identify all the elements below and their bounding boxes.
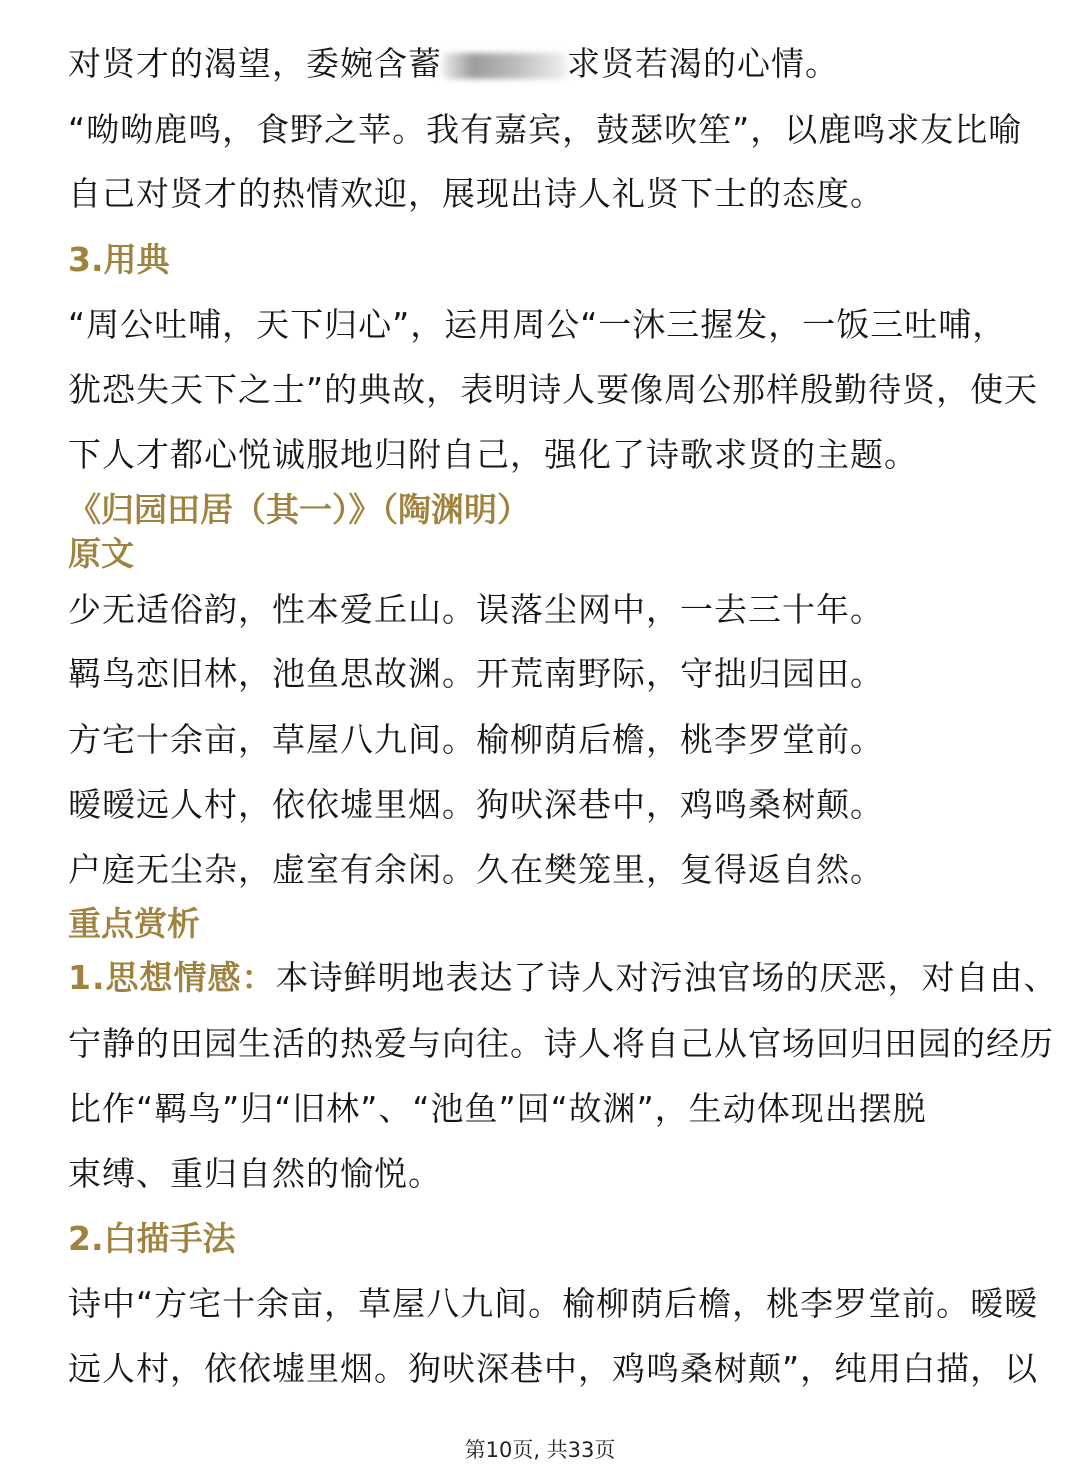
section3-line2: 犹恐失天下之士”的典故，表明诗人要像周公那样殷勤待贤，使天 xyxy=(68,370,1039,409)
para1-line1-before: 对贤才的渴望，委婉含蓄 xyxy=(68,44,442,83)
analysis-point1-line4: 束缚、重归自然的愉悦。 xyxy=(68,1154,442,1193)
analysis-point1-line3: 比作“羁鸟”归“旧林”、“池鱼”回“故渊”，生动体现出摆脱 xyxy=(68,1089,927,1128)
analysis-point2-line1: 诗中“方宅十余亩，草屋八九间。榆柳荫后檐，桃李罗堂前。暧暧 xyxy=(68,1284,1039,1323)
analysis-point2-line2: 远人村，依依墟里烟。狗吠深巷中，鸡鸣桑树颠”，纯用白描，以 xyxy=(68,1349,1039,1388)
page-indicator: 第10页, 共33页 xyxy=(464,1438,616,1462)
section3-line1: “周公吐哺，天下归心”，运用周公“一沐三握发，一饭三吐哺， xyxy=(68,305,1007,344)
redaction-blur xyxy=(442,53,567,79)
para2-line1: “呦呦鹿鸣，食野之苹。我有嘉宾，鼓瑟吹笙”，以鹿鸣求友比喻 xyxy=(68,110,1023,149)
point1-label: 1.思想情感： xyxy=(68,958,276,997)
para1-line1-after: 求贤若渴的心情。 xyxy=(567,44,839,83)
poem-line: 户庭无尘杂，虚室有余闲。久在樊笼里，复得返自然。 xyxy=(68,850,884,889)
analysis-heading: 重点赏析 xyxy=(68,904,200,943)
point2-heading: 2.白描手法 xyxy=(68,1219,236,1258)
analysis-point1-line1 xyxy=(68,956,1058,1000)
poem-title: 《归园田居（其一）》（陶渊明） xyxy=(68,490,530,529)
section3-heading: 3.用典 xyxy=(68,240,170,279)
poem-line: 暧暧远人村，依依墟里烟。狗吠深巷中，鸡鸣桑树颠。 xyxy=(68,785,884,824)
poem-line: 少无适俗韵，性本爱丘山。误落尘网中，一去三十年。 xyxy=(68,590,884,629)
para2-line2: 自己对贤才的热情欢迎，展现出诗人礼贤下士的态度。 xyxy=(68,174,884,213)
poem-line: 方宅十余亩，草屋八九间。榆柳荫后檐，桃李罗堂前。 xyxy=(68,720,884,759)
poem-line: 羁鸟恋旧林，池鱼思故渊。开荒南野际，守拙归园田。 xyxy=(68,654,884,693)
analysis-point1-line2: 宁静的田园生活的热爱与向往。诗人将自己从官场回归田园的经历 xyxy=(68,1024,1054,1063)
para1-line1 xyxy=(68,42,1020,86)
point1-text: 本诗鲜明地表达了诗人对污浊官场的厌恶，对自由、 xyxy=(275,958,1058,997)
section3-line3: 下人才都心悦诚服地归附自己，强化了诗歌求贤的主题。 xyxy=(68,435,918,474)
original-text-label: 原文 xyxy=(68,534,134,573)
